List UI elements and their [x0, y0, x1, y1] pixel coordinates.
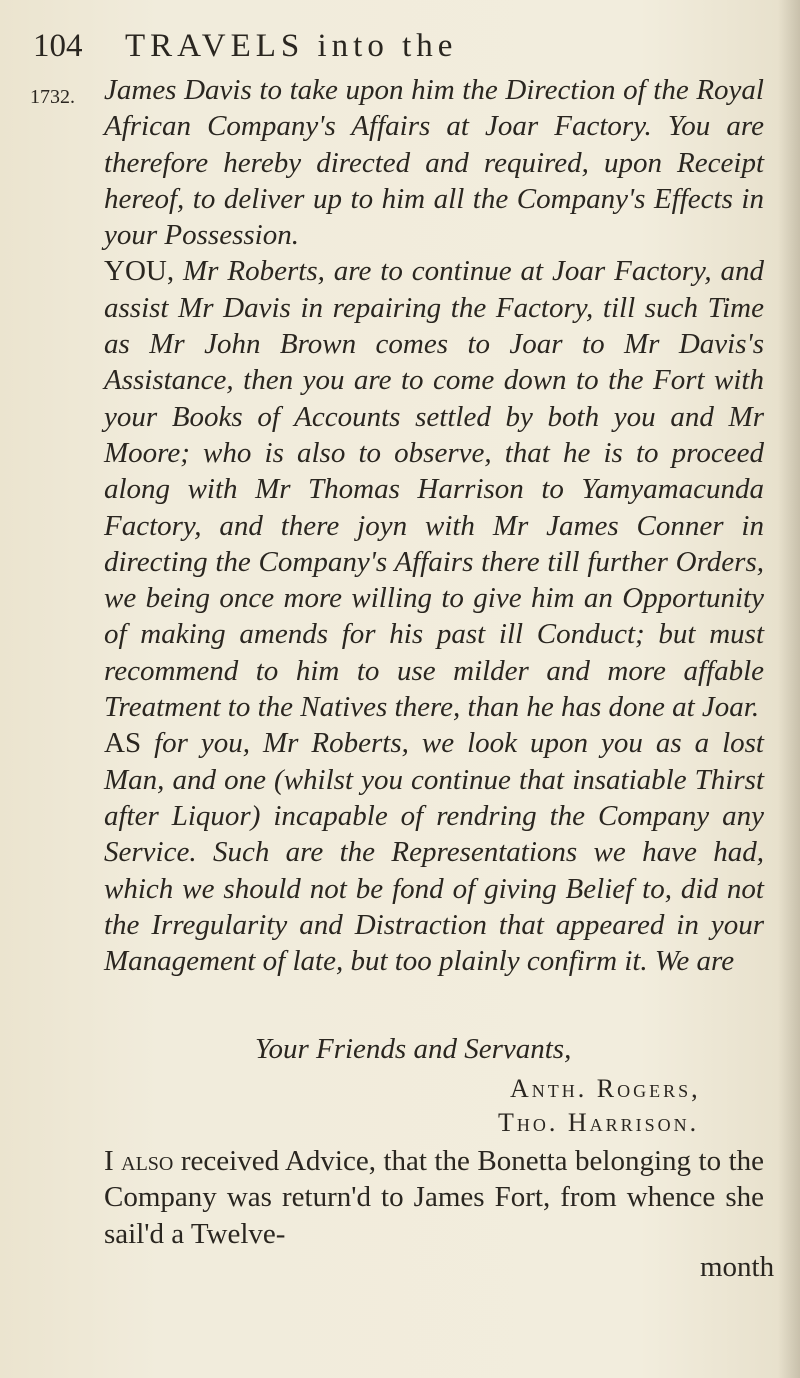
signature-harrison: Tho. Harrison.: [498, 1108, 700, 1137]
paragraph-2-lead: YOU,: [104, 255, 175, 288]
margin-year: 1732.: [30, 86, 75, 108]
page-header: [0, 28, 800, 68]
page-number: 104: [33, 28, 83, 64]
paragraph-2: [104, 253, 764, 725]
page-edge-shadow: [778, 0, 800, 1378]
running-title: TRAVELS into the: [125, 28, 458, 64]
paragraph-3: [104, 725, 764, 979]
paragraph-2-text: Mr Roberts, are to continue at Joar Factory, and assist Mr Davis in repairing the Factory, till such Time as Mr John Brown comes to Joar to Mr Davis's Assistance, then you are to come down to the Fort with your Books of Accounts settled by both you and Mr Moore; who is also to observe, that he is to proceed along with Mr Thomas Harrison to Yamyamacunda Factory, and there joyn with Mr James Conner in directing the Company's Affairs there till further Orders, we being once more willing to give him an Opportunity of making amends for his past ill Conduct; but must recommend to him to use milder and more affable Treatment to the Natives there, than he has done at Joar.: [104, 255, 764, 724]
letter-body: [104, 72, 764, 979]
signature-rogers: Anth. Rogers,: [510, 1074, 701, 1103]
letter-closing: Your Friends and Servants,: [255, 1033, 572, 1065]
paragraph-3-text: for you, Mr Roberts, we look upon you as a lost Man, and one (whilst you continue that insatiable Thirst after Liquor) incapable of rendring the Company any Service. Such are the Representations we have had, which we should not be fond of giving Belief to, did not the Irregularity and Distraction that appeared in your Management of late, but too plainly confirm it. We are: [104, 727, 764, 978]
paragraph-3-lead: AS: [104, 727, 142, 760]
postscript-lead: I also: [104, 1145, 174, 1177]
paragraph-1: James Davis to take upon him the Direction of the Royal African Company's Affairs at Joar Factory. You are therefore hereby directed and required, upon Receipt hereof, to deliver up to him all the Company's Effects in your Possession.: [104, 74, 764, 252]
postscript-paragraph: [104, 1143, 764, 1252]
catchword: month: [700, 1251, 775, 1283]
postscript-text: received Advice, that the Bonetta belonging to the Company was return'd to James Fort, from whence she sail'd a Twelve-: [104, 1145, 765, 1250]
postscript: [104, 1143, 764, 1252]
